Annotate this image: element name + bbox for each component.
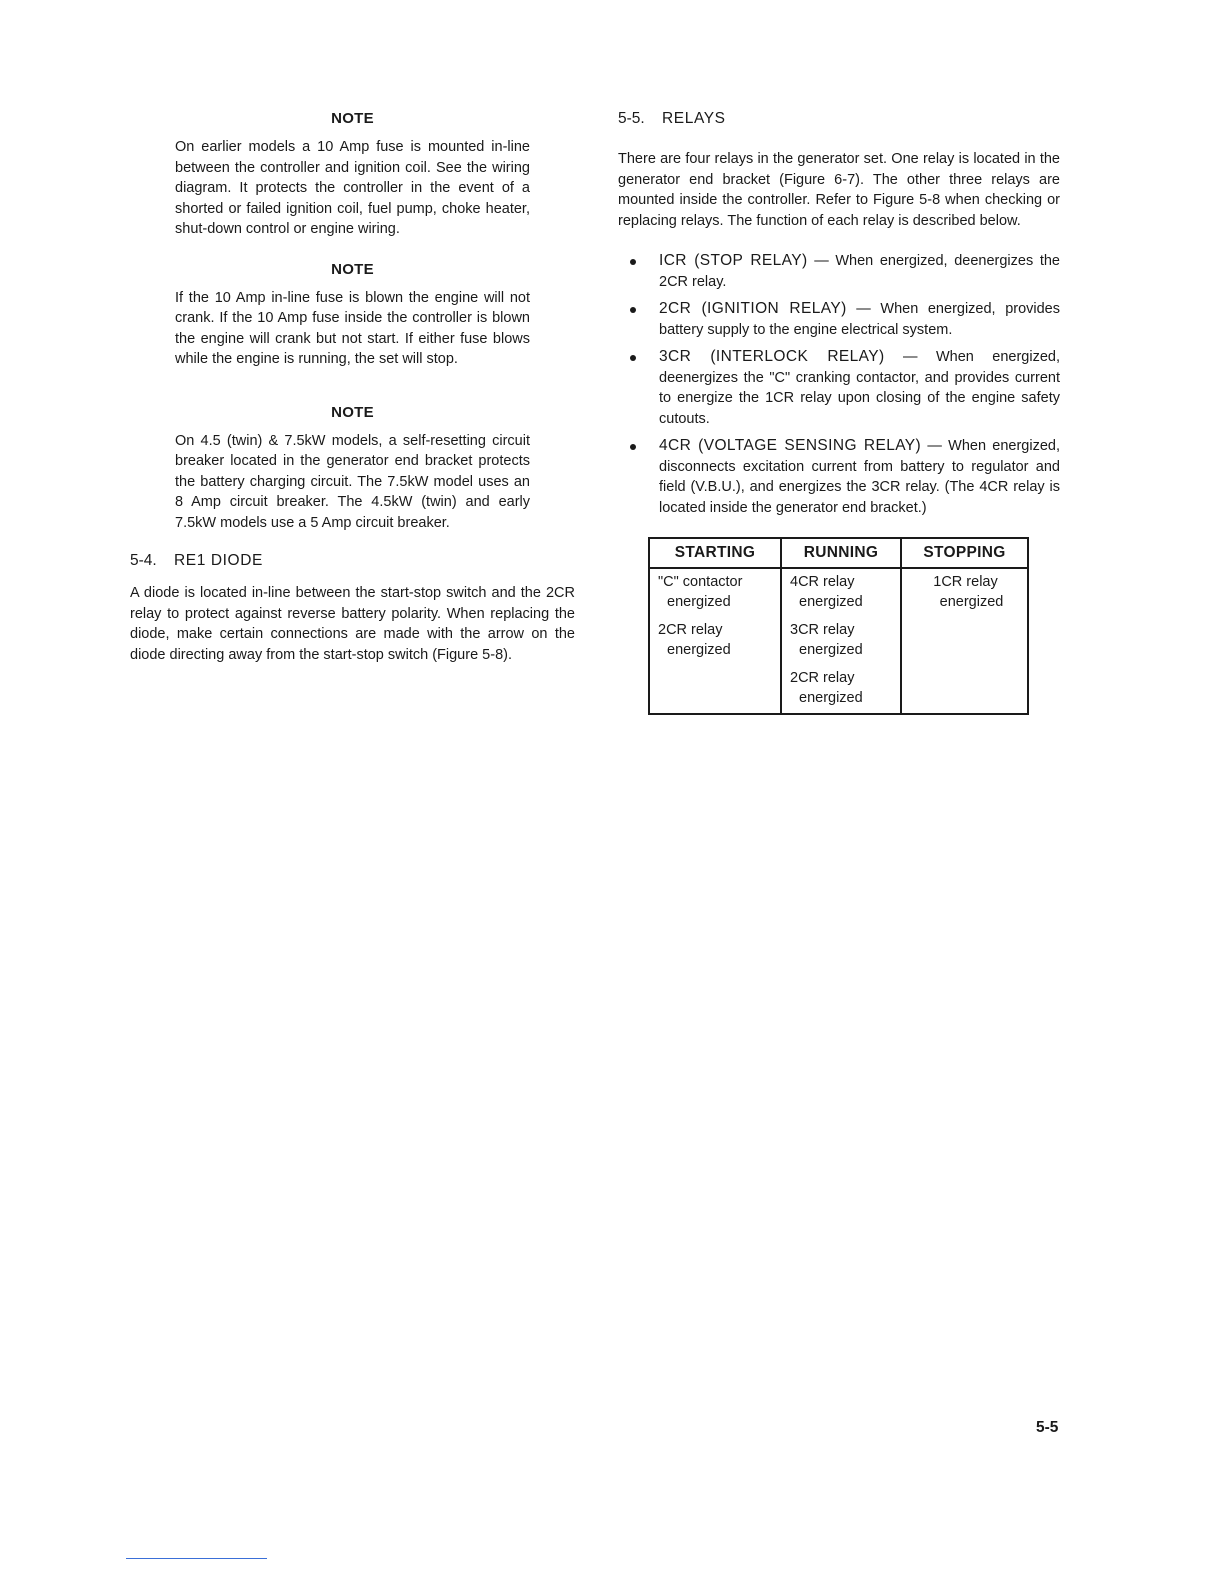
relay-description: — When energized, disconnects excitation current from battery to regulator and field (V.B.U.), and energizes the 3CR relay. (The 4CR relay is located inside the generator end bracket.): [659, 438, 1060, 516]
section-5-5: [618, 110, 1060, 231]
footer-rule: [126, 1558, 267, 1559]
bullet-icon: [630, 444, 636, 450]
starting-cell: [649, 568, 781, 714]
cell-line: energized: [799, 594, 863, 610]
header-running: RUNNING: [781, 538, 901, 568]
header-starting: STARTING: [649, 538, 781, 568]
table-cell-item: [658, 620, 774, 660]
table-cell-item: [790, 620, 894, 660]
relay-description: — When energized, provides battery supply to the engine electrical system.: [659, 301, 1060, 338]
section-text: A diode is located in-line between the start-stop switch and the 2CR relay to protect against reverse battery polarity. When replacing the diode, make certain connections are made with the arrow on the diode directing away from the start-stop switch (Figure 5-8).: [130, 585, 575, 663]
table-header-row: [649, 538, 1028, 568]
relay-sequence-table: [648, 537, 1029, 715]
note-text: On earlier models a 10 Amp fuse is mounted in-line between the controller and ignition coil. See the wiring diagram. It protects the controller in the event of a shorted or failed ignition coil, fuel pump, choke heater, shut-down control or engine wiring.: [175, 139, 530, 237]
header-stopping: STOPPING: [901, 538, 1028, 568]
relay-code: 4CR (VOLTAGE SENSING RELAY): [659, 437, 922, 454]
cell-line: 2CR relay: [658, 622, 723, 638]
bullet-icon: [630, 307, 636, 313]
relay-item-3cr: [618, 347, 1060, 429]
cell-line: 1CR relay: [933, 574, 998, 590]
section-5-4: [130, 552, 575, 665]
note-circuit-breaker: [175, 404, 530, 534]
cell-line: energized: [939, 594, 1004, 610]
section-intro: There are four relays in the generator set. One relay is located in the generator end bracket (Figure 6-7). The other three relays are mounted inside the controller. Refer to Figure 5-8 when checking or replacing relays. The function of each relay is described below.: [618, 151, 1060, 229]
section-title: RELAYS: [662, 110, 726, 127]
note-heading: NOTE: [331, 260, 374, 278]
bullet-icon: [630, 355, 636, 361]
relay-item-4cr: [618, 436, 1060, 518]
table-row: [649, 568, 1028, 714]
note-text: On 4.5 (twin) & 7.5kW models, a self-resetting circuit breaker located in the generator end bracket protects the battery charging circuit. The 7.5kW model uses an 8 Amp circuit breaker. The 4.5kW (twin) and early 7.5kW models use a 5 Amp circuit breaker.: [175, 432, 530, 531]
page-number: 5-5: [1036, 1419, 1059, 1436]
section-title: RE1 DIODE: [174, 552, 263, 569]
cell-line: energized: [667, 594, 731, 610]
relay-item-1cr: [618, 251, 1060, 292]
left-column: [130, 108, 575, 665]
section-number: 5-4.: [130, 552, 157, 569]
table-cell-item: [658, 572, 774, 612]
cell-line: 4CR relay: [790, 574, 855, 590]
relay-code: ICR (STOP RELAY): [659, 252, 808, 269]
relay-item-2cr: [618, 299, 1060, 340]
relay-list: [618, 251, 1060, 518]
note-heading: NOTE: [331, 110, 374, 127]
right-column: [618, 108, 1060, 715]
note-text: If the 10 Amp in-line fuse is blown the engine will not crank. If the 10 Amp fuse inside the controller is blown the engine will crank but not start. If either fuse blows while the engine is running, the set will stop.: [175, 289, 530, 367]
relay-code: 2CR (IGNITION RELAY): [659, 300, 847, 317]
note-fuse-blown: [175, 261, 530, 370]
table-cell-item: [790, 572, 894, 612]
relay-description: — When energized, deenergizes the "C" cranking contactor, and provides current to energize the 1CR relay upon closing of the engine safety cutouts.: [659, 349, 1060, 427]
section-heading: [618, 110, 1060, 128]
relay-code: 3CR (INTERLOCK RELAY): [659, 348, 885, 365]
stopping-cell: [901, 568, 1028, 714]
section-heading: [130, 552, 575, 570]
running-cell: [781, 568, 901, 714]
note-heading: NOTE: [331, 403, 374, 421]
cell-line: 2CR relay: [790, 670, 855, 686]
cell-line: energized: [799, 642, 863, 658]
table-cell-item: [910, 572, 1021, 612]
cell-line: energized: [799, 690, 863, 706]
cell-line: "C" contactor: [658, 574, 743, 590]
bullet-icon: [630, 259, 636, 265]
cell-line: 3CR relay: [790, 622, 855, 638]
cell-line: energized: [667, 642, 731, 658]
relay-description: — When energized, deenergizes the 2CR relay.: [659, 253, 1060, 290]
note-fuse-location: [175, 110, 530, 240]
section-number: 5-5.: [618, 110, 645, 127]
table-cell-item: [790, 668, 894, 708]
